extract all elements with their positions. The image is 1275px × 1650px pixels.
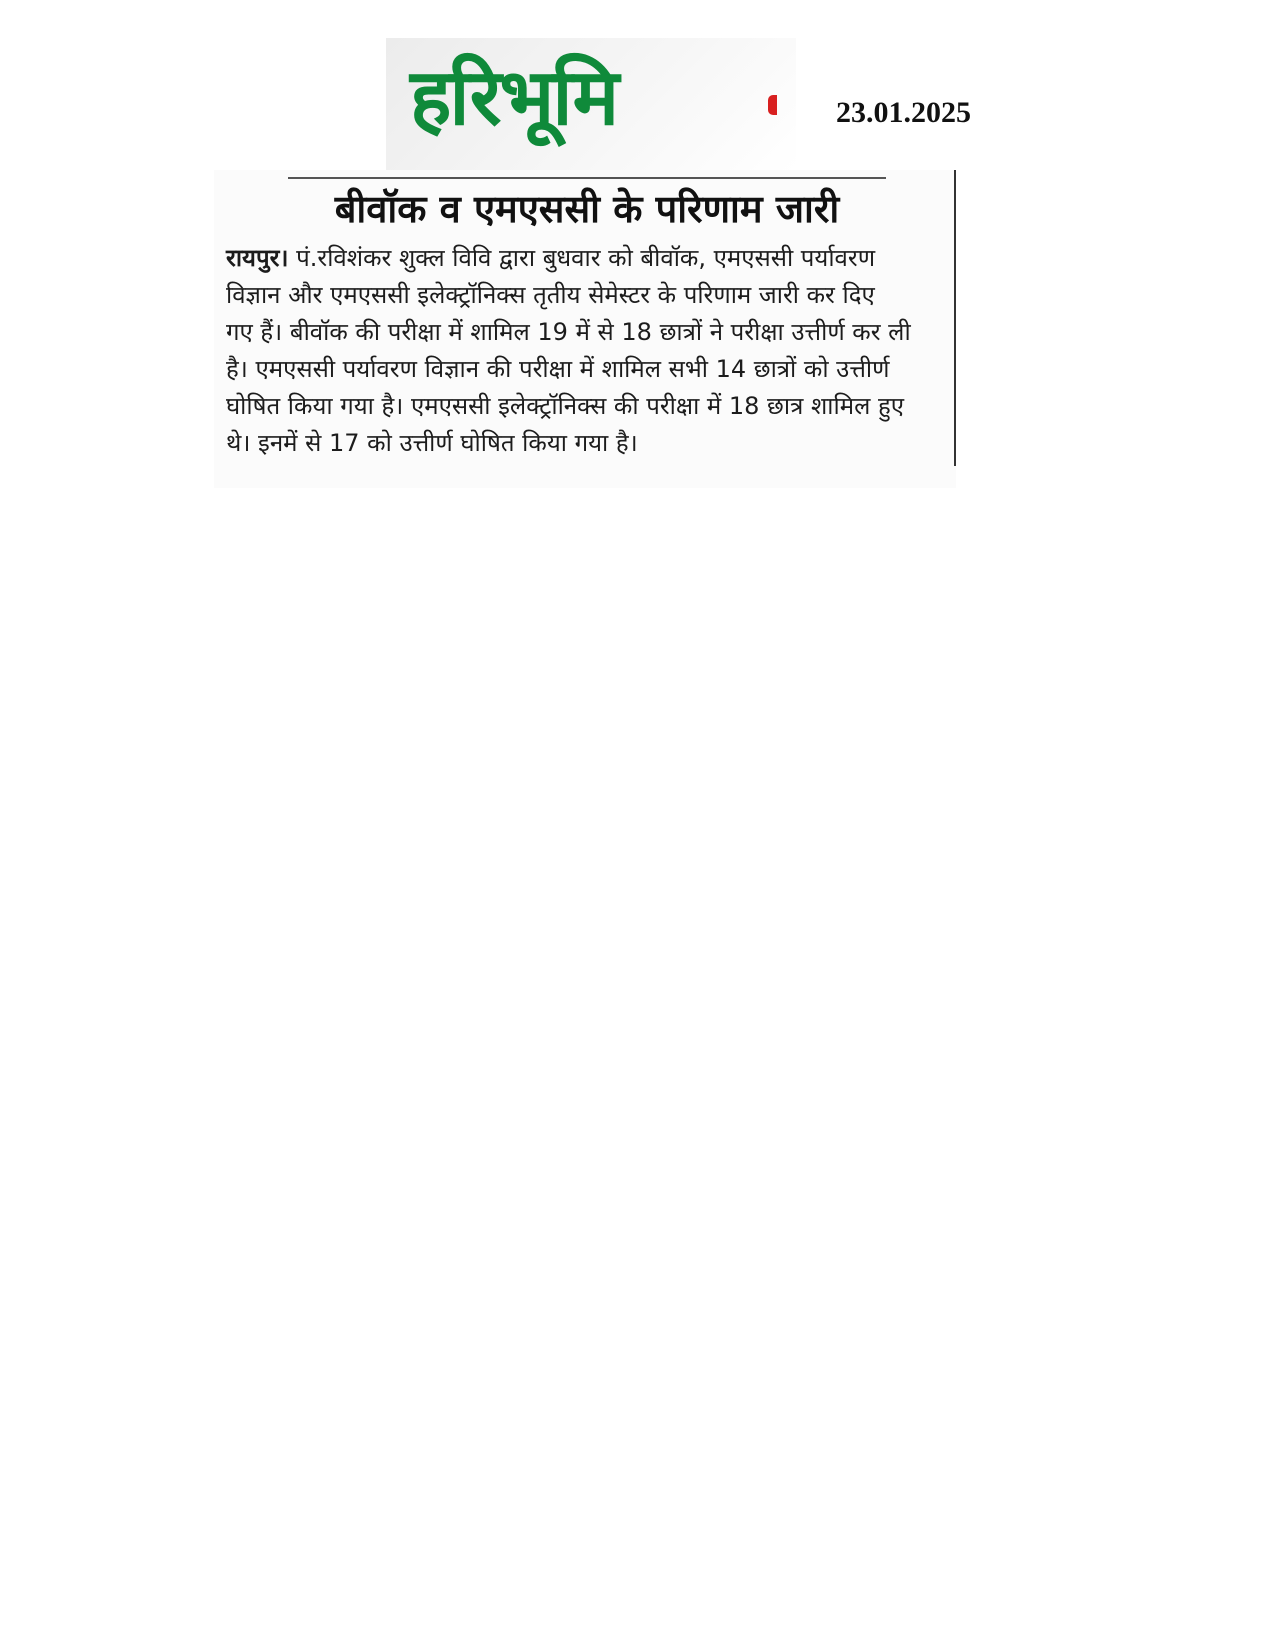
article-headline: बीवॉक व एमएससी के परिणाम जारी (334, 187, 840, 231)
article-line-2: विज्ञान और एमएससी इलेक्ट्रॉनिक्स तृतीय सेमेस्टर के परिणाम जारी कर दिए (226, 281, 875, 309)
article-line-3: गए हैं। बीवॉक की परीक्षा में शामिल 19 में से 18 छात्रों ने परीक्षा उत्तीर्ण कर ली (226, 318, 911, 346)
clipping-top-rule (288, 177, 886, 179)
article-line-5: घोषित किया गया है। एमएससी इलेक्ट्रॉनिक्स की परीक्षा में 18 छात्र शामिल हुए (226, 392, 904, 420)
article-dateline: रायपुर। (226, 244, 289, 272)
clipping-column-rule (954, 170, 956, 466)
article-body (226, 240, 942, 462)
newspaper-logo: हरिभूमि (410, 53, 618, 143)
article-line-6: थे। इनमें से 17 को उत्तीर्ण घोषित किया गया है। (226, 429, 638, 457)
article-line-1-text: पं.रविशंकर शुक्ल विवि द्वारा बुधवार को बीवॉक, एमएससी पर्यावरण (288, 244, 876, 272)
logo-red-mark (768, 95, 777, 115)
clipping-date: 23.01.2025 (836, 96, 971, 129)
article-line-4: है। एमएससी पर्यावरण विज्ञान की परीक्षा में शामिल सभी 14 छात्रों को उत्तीर्ण (226, 355, 890, 383)
article-line-1 (226, 240, 942, 277)
